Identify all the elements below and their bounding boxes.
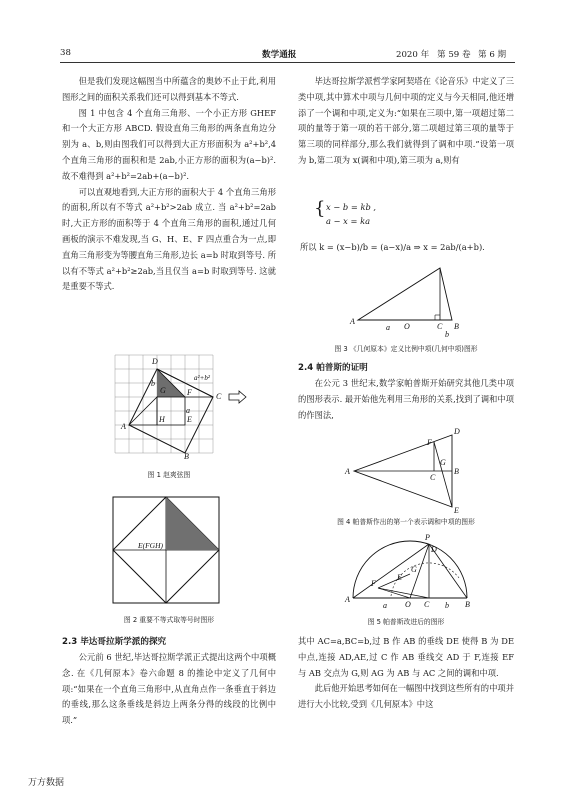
- left-column-bottom: [62, 634, 276, 729]
- figure-3-caption: 图 3 《几何原本》定义比例中项(几何中项)图形: [334, 345, 478, 353]
- fig1-side-a: a: [186, 406, 190, 415]
- figure-1-caption: 图 1 赵爽弦图: [147, 471, 191, 479]
- right-column-middle: [298, 360, 514, 423]
- left-paragraph-4: 公元前 6 世纪,毕达哥拉斯学派正式提出这两个中项概念. 在《几何原本》卷六命题 8 的推论中定义了几何中项:“如果在一个直角三角形中,从直角点作一条垂直于斜边的垂线,那么这条垂线是斜边上两条分得的线段的比例中项.”: [62, 652, 276, 726]
- header-rule: [60, 62, 515, 63]
- fig1-side-b: b: [151, 379, 155, 388]
- right-column-bottom: [298, 634, 514, 713]
- fig3-label-a: A: [350, 317, 355, 326]
- right-paragraph-4: 此后他开始思考如何在一幅图中找到这些所有的中项并进行大小比较,受到《几何原本》中这: [298, 683, 514, 710]
- figure-2-caption: 图 2 重要不等式取等号时图形: [123, 616, 215, 624]
- fig4-label-d: D: [454, 427, 460, 436]
- journal-year: 2020 年: [396, 50, 430, 60]
- journal-issue: 第 6 期: [478, 50, 507, 60]
- figure-4-diagram: [340, 425, 470, 513]
- fig4-label-f: F: [427, 438, 432, 447]
- equation-1: x − b = kb ,: [326, 202, 377, 212]
- fig3-side-b: b: [445, 330, 449, 339]
- fig2-label-efgh: E(FGH): [138, 541, 163, 550]
- right-column-top: [298, 74, 514, 169]
- figure-2-diagram: [108, 492, 228, 606]
- right-paragraph-3: 其中 AC=a,BC=b,过 B 作 AB 的垂线 DE 使得 B 为 DE 中点,连接 AD,AE,过 C 作 AB 垂线交 AD 于 F,连接 EF 与 AB 交点为 G,则 AG 为 AB 与 AC 之间的调和中项.: [298, 636, 514, 678]
- fig1-label-e: E: [187, 415, 192, 424]
- fig4-label-g: G: [440, 458, 446, 467]
- fig1-label-h: H: [159, 415, 165, 424]
- fig4-label-a: A: [345, 467, 350, 476]
- figure-3-diagram: [340, 262, 475, 340]
- equation-3: 所以 k = (x−b)/b = (a−x)/a ⇒ x = 2ab/(a+b).: [300, 242, 485, 252]
- fig1-area-label: a²+b²: [194, 374, 210, 382]
- fig1-label-d: D: [152, 357, 158, 366]
- fig1-label-b: B: [184, 452, 189, 460]
- figure-5-caption: 图 5 帕普斯改进后的图形: [367, 618, 445, 626]
- fig3-label-o: O: [404, 322, 410, 331]
- section-2-4-title: 2.4 帕普斯的证明: [298, 363, 368, 373]
- footer-watermark: 万方数据: [28, 778, 65, 788]
- fig4-label-c: C: [430, 473, 436, 482]
- journal-name: 数学通报: [262, 50, 297, 60]
- section-2-3-title: 2.3 毕达哥拉斯学派的探究: [62, 637, 167, 647]
- left-column-top: [62, 74, 276, 295]
- fig5-label-e: E: [397, 573, 402, 582]
- figure-1-zhao-shuang-diagram: [100, 350, 270, 460]
- fig5-label-b: B: [465, 600, 470, 609]
- fig5-label-g: G: [411, 565, 417, 574]
- figure-5-diagram: [343, 530, 473, 612]
- fig5-label-f: F: [371, 579, 376, 588]
- equation-2: a − x = ka: [326, 216, 371, 226]
- fig3-label-c: C: [437, 322, 443, 331]
- equation-system: { x − b = kb , a − x = ka: [300, 200, 376, 228]
- fig5-side-a: a: [383, 601, 387, 610]
- fig3-label-b: B: [454, 322, 459, 331]
- fig5-label-a: A: [345, 595, 350, 604]
- fig5-label-d: D: [431, 545, 437, 554]
- left-paragraph-1: 但是我们发现这幅图当中所蕴含的奥妙不止于此,利用图形之间的面积关系我们还可以得到基本不等式.: [62, 76, 276, 102]
- fig5-label-c: C: [424, 600, 430, 609]
- fig3-side-a: a: [386, 323, 390, 332]
- fig5-label-p: P: [425, 533, 430, 542]
- right-paragraph-2: 在公元 3 世纪末,数学家帕普斯开始研究其他几类中项的图形表示. 最开始他先利用三角形的关系,找到了调和中项的作图法,: [298, 378, 514, 420]
- fig1-label-f: F: [187, 388, 192, 397]
- fig1-label-a: A: [121, 422, 126, 431]
- journal-volume: 第 59 卷: [437, 50, 471, 60]
- right-paragraph-1: 毕达哥拉斯学派哲学家阿契塔在《论音乐》中定义了三类中项,其中算术中项与几何中项的定义与今天相同,他还增添了一个调和中项,定义为:“如果在三项中,第一项超过第二项的量等于第一项的若干部分,第二项超过第三项的量等于第三项的同样部分,那么我们就得到了调和中项.”设第一项为 b,第二项为 x(调和中项),第三项为 a,则有: [298, 76, 514, 165]
- fig1-label-g: G: [160, 386, 166, 395]
- fig1-label-c: C: [216, 392, 222, 401]
- fig5-side-b: b: [445, 601, 449, 610]
- left-paragraph-2: 图 1 中包含 4 个直角三角形、一个小正方形 GHEF 和一个大正方形 ABCD. 假设直角三角形的两条直角边分别为 a、b,则由图我们可以得到大正方形面积为 a²+b²,4 个直角三角形的面积和是 2ab,小正方形的面积为(a−b)². 故不难得到 a²+b²=2ab+(a−b)².: [62, 107, 276, 181]
- page-number: 38: [60, 48, 71, 58]
- left-paragraph-3: 可以直观地看到,大正方形的面积大于 4 个直角三角形的面积,所以有不等式 a²+b²>2ab 成立. 当 a²+b²=2ab 时,大正方形的面积等于 4 个直角三角形的面积,通过几何画板的演示不难发现,当 G、H、E、F 四点重合为一点,即直角三角形变为等腰直角三角形,边长 a=b 时取到等号. 所以有不等式 a²+b²≥2ab,当且仅当 a=b 时取到等号. 这就是重要不等式.: [62, 186, 276, 292]
- fig4-label-e: E: [454, 506, 459, 513]
- fig4-label-b: B: [454, 467, 459, 476]
- fig5-label-o: O: [405, 600, 411, 609]
- figure-4-caption: 图 4 帕普斯作出的第一个表示调和中项的图形: [337, 518, 475, 526]
